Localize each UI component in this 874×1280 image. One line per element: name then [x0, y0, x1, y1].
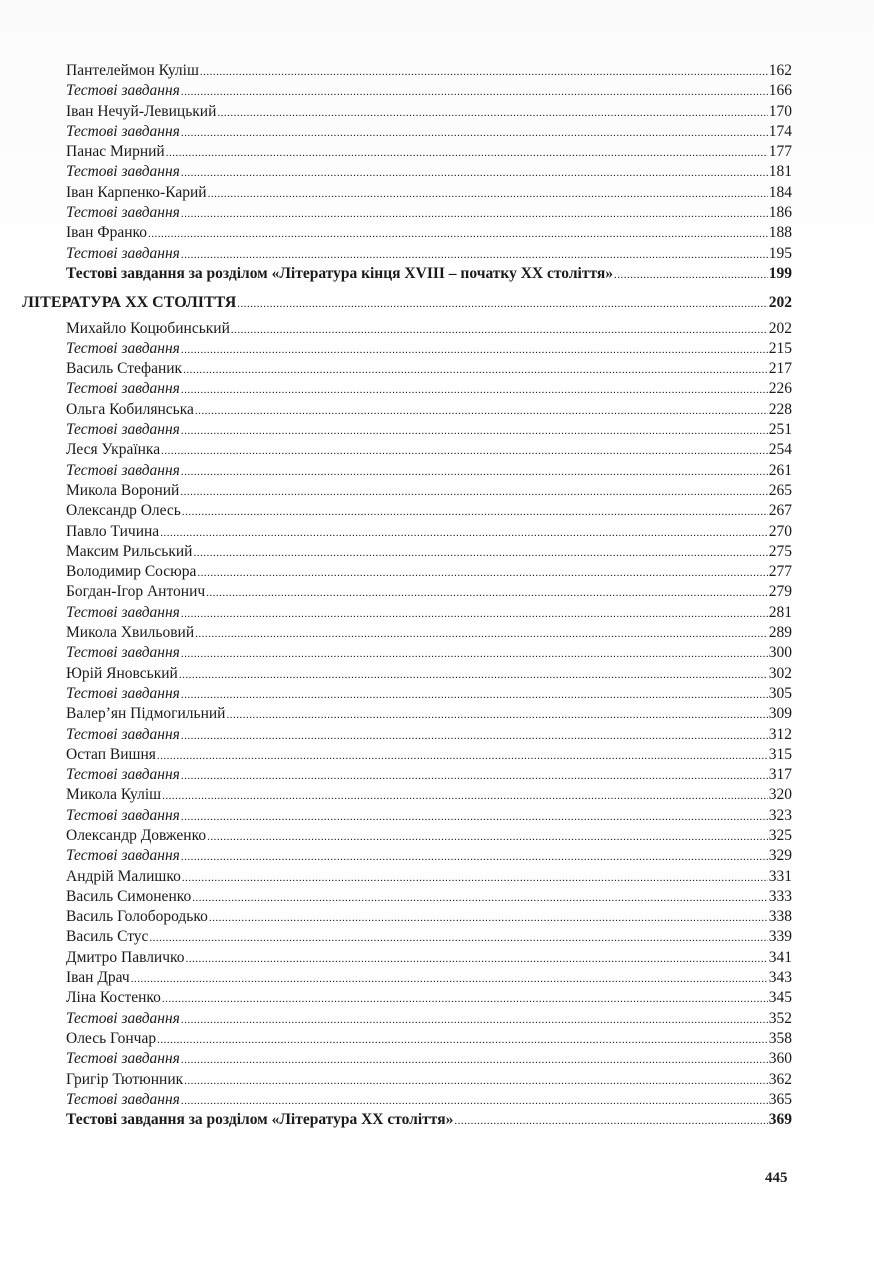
- toc-entry-title: Тестові завдання за розділом «Література кінця XVIII – початку XX століття»: [66, 264, 613, 282]
- toc-entry-author[interactable]: [22, 319, 792, 339]
- dot-leader: [207, 826, 768, 846]
- toc-entry-page: 309: [768, 705, 792, 723]
- toc-entry-title: Василь Симоненко: [66, 887, 192, 905]
- toc-entry-author[interactable]: [22, 704, 792, 724]
- toc-entry-author[interactable]: [22, 102, 792, 122]
- toc-entry-title: Василь Стефаник: [66, 360, 183, 378]
- toc-entry-author[interactable]: [22, 359, 792, 379]
- toc-entry-tests[interactable]: [22, 725, 792, 745]
- toc-entry-title: Тестові завдання: [66, 122, 180, 140]
- toc-entry-title: Іван Карпенко-Карий: [66, 183, 207, 201]
- dot-leader: [231, 319, 768, 339]
- toc-entry-title: Іван Нечуй-Левицький: [66, 102, 217, 120]
- toc-entry-tests[interactable]: [22, 1090, 792, 1110]
- toc-entry-tests[interactable]: [22, 765, 792, 785]
- toc-entry-tests[interactable]: [22, 379, 792, 399]
- toc-entry-page: 312: [768, 725, 792, 743]
- toc-entry-title: Олександр Довженко: [66, 826, 207, 844]
- dot-leader: [181, 603, 768, 623]
- page-number: 445: [765, 1170, 788, 1186]
- toc-entry-page: 195: [768, 244, 792, 262]
- toc-entry-author[interactable]: [22, 623, 792, 643]
- dot-leader: [454, 1110, 767, 1130]
- toc-entry-tests[interactable]: [22, 603, 792, 623]
- toc-entry-author[interactable]: [22, 948, 792, 968]
- toc-entry-author[interactable]: [22, 745, 792, 765]
- toc-entry-page: 166: [768, 82, 792, 100]
- dot-leader: [209, 907, 768, 927]
- toc-entry-title: Панас Мирний: [66, 143, 165, 161]
- dot-leader: [195, 400, 768, 420]
- toc-entry-title: Тестові завдання: [66, 1009, 180, 1027]
- toc-entry-title: Валер’ян Підмогильний: [66, 705, 226, 723]
- toc-entry-author[interactable]: [22, 1070, 792, 1090]
- toc-entry-title: Тестові завдання: [66, 684, 180, 702]
- toc-entry-title: Максим Рильський: [66, 542, 193, 560]
- toc-entry-page: 186: [768, 204, 792, 222]
- toc-entry-page: 279: [768, 583, 792, 601]
- toc-entry-title: Тестові завдання: [66, 244, 180, 262]
- dot-leader: [180, 481, 767, 501]
- toc-entry-title: Юрій Яновський: [66, 664, 178, 682]
- dot-leader: [181, 379, 768, 399]
- dot-leader: [181, 339, 768, 359]
- toc-entry-tests[interactable]: [22, 203, 792, 223]
- toc-entry-author[interactable]: [22, 907, 792, 927]
- toc-entry-title: Павло Тичина: [66, 522, 160, 540]
- dot-leader: [181, 1049, 768, 1069]
- dot-leader: [181, 765, 768, 785]
- dot-leader: [148, 223, 768, 243]
- dot-leader: [157, 745, 768, 765]
- dot-leader: [162, 988, 768, 1008]
- dot-leader: [131, 968, 768, 988]
- toc-entry-page: 289: [768, 624, 792, 642]
- toc-entry-page: 343: [768, 969, 792, 987]
- dot-leader: [181, 81, 768, 101]
- toc-entry-tests[interactable]: [22, 643, 792, 663]
- toc-entry-author[interactable]: [22, 61, 792, 81]
- toc-entry-page: 302: [768, 664, 792, 682]
- toc-entry-page: 170: [768, 102, 792, 120]
- toc-entry-author[interactable]: [22, 400, 792, 420]
- toc-entry-page: 331: [768, 867, 792, 885]
- dot-leader: [208, 183, 768, 203]
- toc-entry-page: 202: [768, 319, 792, 337]
- toc-entry-page: 267: [768, 502, 792, 520]
- toc-entry-author[interactable]: [22, 522, 792, 542]
- toc-entry-title: Василь Голобородько: [66, 908, 208, 926]
- toc-entry-title: Тестові завдання: [66, 204, 180, 222]
- toc-entry-author[interactable]: [22, 1029, 792, 1049]
- toc-entry-title: Тестові завдання: [66, 603, 180, 621]
- toc-entry-page: 184: [768, 183, 792, 201]
- toc-entry-title: Іван Франко: [66, 224, 147, 242]
- toc-entry-page: 365: [768, 1090, 792, 1108]
- toc-entry-tests[interactable]: [22, 162, 792, 182]
- toc-entry-page: 333: [768, 887, 792, 905]
- dot-leader: [226, 704, 767, 724]
- toc-entry-page: 215: [768, 339, 792, 357]
- dot-leader: [614, 264, 768, 284]
- toc-entry-page: 226: [768, 380, 792, 398]
- dot-leader: [181, 643, 768, 663]
- toc-entry-title: Богдан-Ігор Антонич: [66, 583, 206, 601]
- toc-entry-title: Тестові завдання: [66, 82, 180, 100]
- dot-leader: [181, 461, 768, 481]
- toc-entry-tests[interactable]: [22, 1049, 792, 1069]
- toc-entry-title: Остап Вишня: [66, 745, 156, 763]
- toc-entry-title: Тестові завдання за розділом «Література XX століття»: [66, 1111, 454, 1129]
- toc-entry-title: Тестові завдання: [66, 339, 180, 357]
- toc-entry-section-tests[interactable]: [22, 264, 792, 284]
- toc-entry-page: 174: [768, 122, 792, 140]
- toc-entry-page: 345: [768, 989, 792, 1007]
- toc-entry-page: 254: [768, 441, 792, 459]
- toc-entry-title: Леся Українка: [66, 441, 161, 459]
- dot-leader: [181, 846, 768, 866]
- toc-entry-author[interactable]: [22, 968, 792, 988]
- toc-entry-title: Тестові завдання: [66, 163, 180, 181]
- dot-leader: [157, 1029, 768, 1049]
- toc-entry-title: Тестові завдання: [66, 380, 180, 398]
- toc-entry-title: Тестові завдання: [66, 1090, 180, 1108]
- toc-entry-page: 339: [768, 928, 792, 946]
- toc-entry-title: Іван Драч: [66, 969, 130, 987]
- toc-entry-page: 329: [768, 847, 792, 865]
- dot-leader: [206, 582, 768, 602]
- dot-leader: [166, 142, 768, 162]
- dot-leader: [181, 162, 768, 182]
- dot-leader: [181, 1009, 768, 1029]
- toc-entry-author[interactable]: [22, 826, 792, 846]
- dot-leader: [181, 806, 768, 826]
- toc-entry-author[interactable]: [22, 664, 792, 684]
- toc-entry-tests[interactable]: [22, 1009, 792, 1029]
- toc-entry-author[interactable]: [22, 440, 792, 460]
- toc-entry-page: 323: [768, 806, 792, 824]
- dot-leader: [181, 1090, 768, 1110]
- toc-entry-title: Ольга Кобилянська: [66, 400, 194, 418]
- toc-entry-page: 320: [768, 786, 792, 804]
- toc-entry-page: 315: [768, 745, 792, 763]
- toc-entry-title: Володимир Сосюра: [66, 563, 197, 581]
- dot-leader: [181, 420, 768, 440]
- toc-entry-page: 275: [768, 542, 792, 560]
- toc-entry-author[interactable]: [22, 988, 792, 1008]
- toc-entry-title: Микола Хвильовий: [66, 624, 195, 642]
- toc-entry-author[interactable]: [22, 887, 792, 907]
- dot-leader: [183, 359, 768, 379]
- toc-entry-page: 369: [768, 1111, 792, 1129]
- toc-entry-tests[interactable]: [22, 420, 792, 440]
- dot-leader: [149, 927, 767, 947]
- toc-entry-section-tests[interactable]: [22, 1110, 792, 1130]
- toc-entry-page: 305: [768, 684, 792, 702]
- toc-heading-page: 202: [768, 294, 792, 312]
- dot-leader: [181, 684, 768, 704]
- dot-leader: [162, 785, 768, 805]
- toc-entry-tests[interactable]: [22, 244, 792, 264]
- toc-entry-title: Михайло Коцюбинський: [66, 319, 230, 337]
- dot-leader: [179, 664, 768, 684]
- toc-entry-tests[interactable]: [22, 846, 792, 866]
- toc-entry-title: Тестові завдання: [66, 725, 180, 743]
- toc-entry-page: 217: [768, 360, 792, 378]
- toc-entry-author[interactable]: [22, 867, 792, 887]
- dot-leader: [193, 542, 767, 562]
- toc-entry-tests[interactable]: [22, 684, 792, 704]
- toc-entry-page: 317: [768, 766, 792, 784]
- toc-entry-title: Микола Куліш: [66, 786, 162, 804]
- toc-entry-title: Пантелеймон Куліш: [66, 62, 199, 79]
- toc-entry-title: Тестові завдання: [66, 806, 180, 824]
- dot-leader: [186, 948, 768, 968]
- toc-entry-title: Дмитро Павличко: [66, 948, 185, 966]
- toc-entry-author[interactable]: [22, 785, 792, 805]
- toc-entry-tests[interactable]: [22, 81, 792, 101]
- toc-entry-author[interactable]: [22, 501, 792, 521]
- dot-leader: [181, 244, 768, 264]
- toc-section-heading[interactable]: [22, 293, 792, 313]
- toc-entry-author[interactable]: [22, 582, 792, 602]
- dot-leader: [182, 867, 768, 887]
- toc-entry-page: 277: [768, 563, 792, 581]
- toc-entry-page: 362: [768, 1070, 792, 1088]
- toc-entry-title: Тестові завдання: [66, 847, 180, 865]
- toc-heading-title: ЛІТЕРАТУРА XX СТОЛІТТЯ: [22, 294, 237, 312]
- toc-entry-title: Григір Тютюнник: [66, 1070, 184, 1088]
- toc-entry-page: 325: [768, 826, 792, 844]
- dot-leader: [192, 887, 768, 907]
- toc-entry-page: 228: [768, 400, 792, 418]
- dot-leader: [160, 522, 768, 542]
- toc-entry-author[interactable]: [22, 542, 792, 562]
- dot-leader: [184, 1070, 768, 1090]
- toc-entry-tests[interactable]: [22, 461, 792, 481]
- dot-leader: [181, 122, 768, 142]
- toc-entry-tests[interactable]: [22, 806, 792, 826]
- toc-entry-page: 265: [768, 481, 792, 499]
- toc-entry-page: 270: [768, 522, 792, 540]
- toc-entry-page: 177: [768, 143, 792, 161]
- dot-leader: [181, 725, 768, 745]
- toc-entry-page: 261: [768, 461, 792, 479]
- toc-entry-page: 162: [768, 62, 792, 79]
- toc-entry-title: Микола Вороний: [66, 481, 180, 499]
- toc-entry-page: 341: [768, 948, 792, 966]
- toc-entry-page: 358: [768, 1029, 792, 1047]
- toc-entry-page: 360: [768, 1050, 792, 1068]
- dot-leader: [195, 623, 768, 643]
- toc-entry-page: 181: [768, 163, 792, 181]
- toc-entry-title: Олесь Гончар: [66, 1029, 157, 1047]
- toc-entry-tests[interactable]: [22, 122, 792, 142]
- toc-entry-author[interactable]: [22, 481, 792, 501]
- toc-entry-title: Ліна Костенко: [66, 989, 161, 1007]
- toc-entry-page: 338: [768, 908, 792, 926]
- toc-entry-title: Тестові завдання: [66, 766, 180, 784]
- dot-leader: [197, 562, 767, 582]
- toc-entry-title: Олександр Олесь: [66, 502, 181, 520]
- dot-leader: [200, 61, 768, 81]
- toc-entry-title: Тестові завдання: [66, 644, 180, 662]
- toc-entry-title: Тестові завдання: [66, 461, 180, 479]
- toc-entry-page: 300: [768, 644, 792, 662]
- table-of-contents: [22, 61, 792, 1130]
- dot-leader: [237, 293, 767, 313]
- toc-entry-author[interactable]: [22, 183, 792, 203]
- toc-entry-title: Тестові завдання: [66, 421, 180, 439]
- toc-entry-tests[interactable]: [22, 339, 792, 359]
- toc-entry-page: 188: [768, 224, 792, 242]
- dot-leader: [181, 203, 768, 223]
- toc-entry-author[interactable]: [22, 142, 792, 162]
- toc-entry-title: Андрій Малишко: [66, 867, 181, 885]
- toc-entry-page: 199: [768, 264, 792, 282]
- dot-leader: [182, 501, 768, 521]
- toc-entry-page: 251: [768, 421, 792, 439]
- toc-entry-author[interactable]: [22, 223, 792, 243]
- dot-leader: [161, 440, 768, 460]
- toc-entry-author[interactable]: [22, 927, 792, 947]
- toc-entry-page: 352: [768, 1009, 792, 1027]
- toc-entry-page: 281: [768, 603, 792, 621]
- toc-entry-title: Тестові завдання: [66, 1050, 180, 1068]
- toc-entry-title: Василь Стус: [66, 928, 149, 946]
- dot-leader: [217, 102, 767, 122]
- toc-entry-author[interactable]: [22, 562, 792, 582]
